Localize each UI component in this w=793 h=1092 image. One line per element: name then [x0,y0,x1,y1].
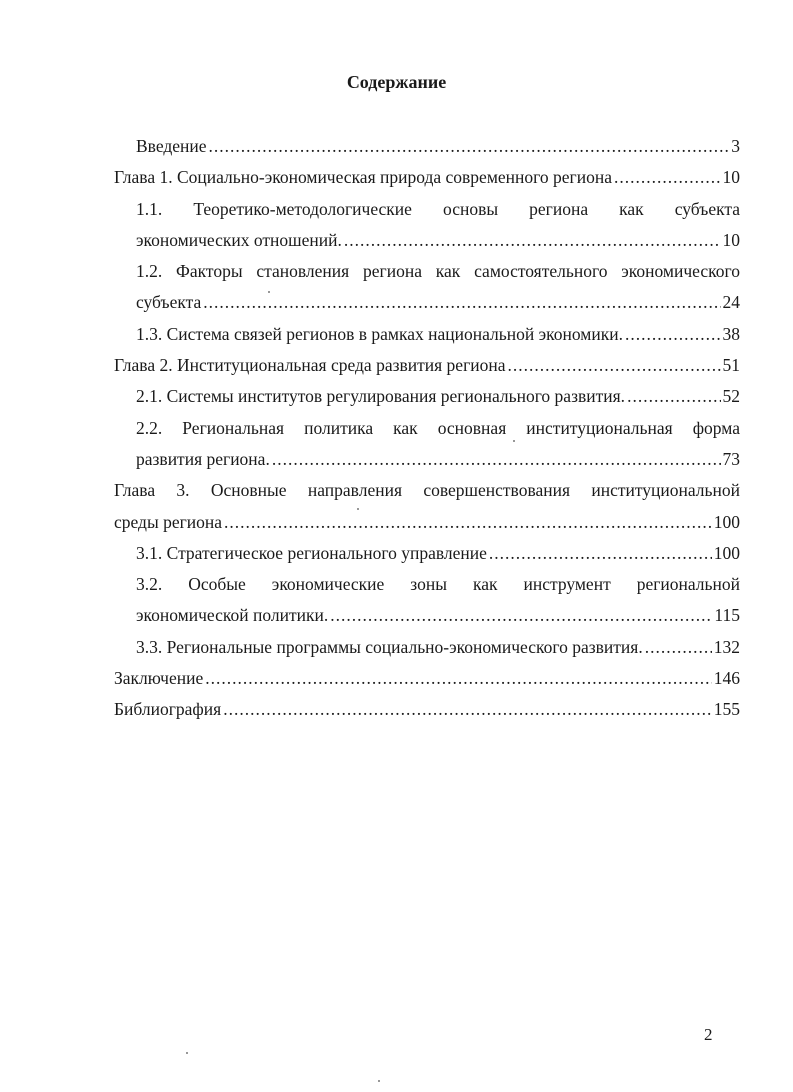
toc-leader-dots [614,162,721,193]
toc-entry-section-2-2[interactable] [114,413,740,444]
toc-entry-section-2-2-continued[interactable] [114,444,740,475]
toc-leader-dots [508,350,721,381]
toc-entry-chapter-3[interactable] [114,475,740,506]
toc-entry-text: 3.2. Особые экономические зоны как инструмент региональной [136,574,740,595]
scan-speck [513,440,515,442]
toc-entry-page: 52 [722,386,740,407]
scan-speck [378,1080,380,1082]
toc-entry-chapter-3-continued[interactable] [114,507,740,538]
toc-entry-chapter-2[interactable] [114,350,740,381]
toc-leader-dots [344,225,721,256]
toc-entry-page: 73 [722,448,740,469]
toc-entry-text: Библиография [114,699,222,720]
toc-entry-page: 38 [722,323,740,344]
toc-entry-text: субъекта [136,292,202,313]
toc-entry-text: Заключение [114,668,204,689]
toc-entry-page: 51 [722,355,740,376]
scan-speck [357,508,359,510]
toc-entry-section-1-2-continued[interactable] [114,287,740,318]
table-of-contents [114,131,740,726]
toc-entry-text: экономических отношений. [136,229,342,250]
toc-leader-dots [203,287,720,318]
toc-entry-text: Введение [136,136,207,156]
toc-leader-dots [645,632,712,663]
toc-entry-page: 100 [713,511,740,532]
toc-entry-text: 2.1. Системы институтов регулирования регионального развития. [136,386,626,407]
toc-entry-text: 1.1. Теоретико-методологические основы региона как субъекта [136,198,740,219]
toc-entry-section-3-1[interactable] [114,538,740,569]
toc-entry-text: Глава 2. Институциональная среда развития региона [114,355,506,376]
toc-leader-dots [330,600,712,631]
toc-entry-section-1-3[interactable] [114,319,740,350]
toc-entry-chapter-1[interactable] [114,162,740,193]
toc-entry-text: 3.3. Региональные программы социально-экономического развития. [136,636,643,657]
toc-entry-page: 100 [713,542,740,563]
toc-entry-section-1-1[interactable] [114,194,740,225]
toc-entry-text: среды региона [114,511,223,532]
toc-entry-text: 2.2. Региональная политика как основная институциональная форма [136,417,740,438]
toc-entry-page: 10 [722,167,740,188]
toc-entry-text: 1.3. Система связей регионов в рамках национальной экономики. [136,323,623,344]
toc-entry-page: 115 [714,605,740,626]
toc-entry-text: Глава 1. Социально-экономическая природа современного региона [114,167,612,188]
toc-entry-section-3-3[interactable] [114,632,740,663]
toc-leader-dots [223,694,712,725]
toc-entry-page: 132 [713,636,740,657]
toc-leader-dots [489,538,712,569]
toc-leader-dots [272,444,721,475]
toc-entry-section-1-2[interactable] [114,256,740,287]
toc-entry-text: Глава 3. Основные направления совершенствования институциональной [114,480,740,501]
toc-leader-dots [224,507,712,538]
toc-entry-bibliography[interactable] [114,694,740,725]
toc-leader-dots [625,319,721,350]
toc-entry-text: 3.1. Стратегическое регионального управление [136,542,487,563]
scan-speck [186,1052,188,1054]
toc-entry-page: 155 [713,699,740,720]
toc-leader-dots [209,131,730,162]
toc-leader-dots [627,381,720,412]
toc-entry-section-2-1[interactable] [114,381,740,412]
toc-entry-section-3-2-continued[interactable] [114,600,740,631]
toc-entry-page: 10 [722,229,740,250]
page-title: Содержание [346,72,447,92]
page-number: 2 [704,1025,713,1044]
toc-leader-dots [205,663,712,694]
toc-entry-text: экономической политики. [136,605,329,626]
toc-entry-page: 24 [722,292,740,313]
toc-entry-section-1-1-continued[interactable] [114,225,740,256]
toc-entry-text: 1.2. Факторы становления региона как самостоятельного экономического [136,261,740,282]
toc-entry-text: развития региона. [136,448,270,469]
toc-entry-introduction[interactable] [114,131,740,162]
toc-entry-conclusion[interactable] [114,663,740,694]
toc-entry-page: 3 [731,136,740,156]
toc-entry-section-3-2[interactable] [114,569,740,600]
toc-entry-page: 146 [713,668,740,689]
scan-speck [268,291,270,293]
